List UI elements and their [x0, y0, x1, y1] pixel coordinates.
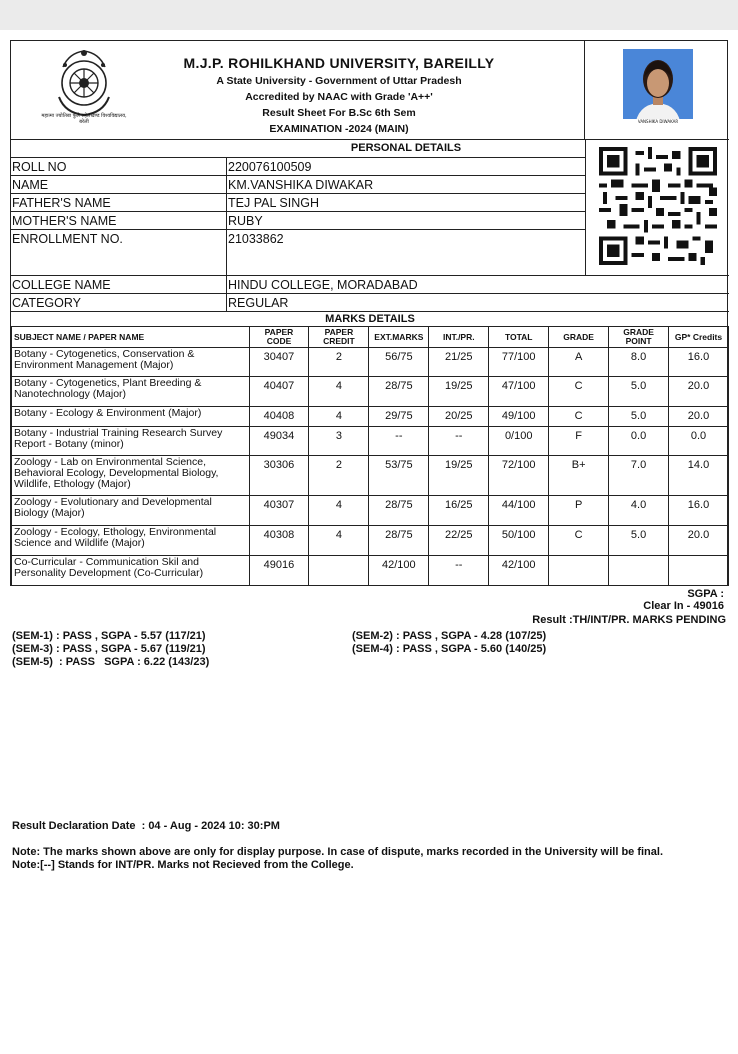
- logo-caption: महात्मा ज्योतिबा फुले रुहेलखण्ड विश्वविद्यालय, बरेली: [41, 113, 127, 125]
- int-pr-note: Note:[--] Stands for INT/PR. Marks not Recieved from the College.: [12, 859, 354, 871]
- field-label: CATEGORY: [12, 296, 81, 310]
- int-marks: 16/25: [429, 496, 489, 526]
- field-college-name: [11, 275, 729, 293]
- grade: F: [549, 427, 609, 456]
- gp-credits: 20.0: [669, 377, 729, 407]
- grade-point: [609, 556, 669, 586]
- column-header: GP* Credits: [669, 327, 729, 348]
- ext-marks: 42/100: [369, 556, 429, 586]
- field-category: [11, 293, 729, 311]
- gp-credits: 16.0: [669, 348, 729, 377]
- ext-marks: 28/75: [369, 377, 429, 407]
- university-subtitle: A State University - Government of Uttar Pradesh: [216, 75, 462, 87]
- paper-credit: 4: [309, 526, 369, 556]
- column-header: PAPER CREDIT: [309, 327, 369, 348]
- marks-details-title: MARKS DETAILS: [325, 313, 415, 325]
- int-marks: 19/25: [429, 456, 489, 496]
- field-fathers-name: [11, 193, 585, 211]
- field-value: KM.VANSHIKA DIWAKAR: [228, 178, 374, 192]
- table-row: [12, 526, 729, 556]
- subject-name: Botany - Ecology & Environment (Major): [12, 407, 250, 427]
- int-marks: 20/25: [429, 407, 489, 427]
- grade: B+: [549, 456, 609, 496]
- column-header: GRADE POINT: [609, 327, 669, 348]
- grade-point: 5.0: [609, 377, 669, 407]
- grade: C: [549, 526, 609, 556]
- grade: P: [549, 496, 609, 526]
- table-row: [12, 348, 729, 377]
- ext-marks: 28/75: [369, 496, 429, 526]
- paper-code: 49016: [249, 556, 309, 586]
- ext-marks: 28/75: [369, 526, 429, 556]
- paper-credit: 3: [309, 427, 369, 456]
- paper-credit: [309, 556, 369, 586]
- result-status: Result :TH/INT/PR. MARKS PENDING: [532, 614, 726, 626]
- qr-code-icon: [599, 147, 717, 265]
- paper-code: 30407: [249, 348, 309, 377]
- grade: C: [549, 407, 609, 427]
- grade: A: [549, 348, 609, 377]
- int-marks: --: [429, 556, 489, 586]
- result-declaration-date: Result Declaration Date : 04 - Aug - 2024 10: 30:PM: [12, 820, 280, 832]
- field-value: 21033862: [228, 232, 284, 246]
- grade: [549, 556, 609, 586]
- divider: [585, 139, 586, 275]
- paper-credit: 2: [309, 348, 369, 377]
- subject-name: Botany - Industrial Training Research Survey Report - Botany (minor): [12, 427, 250, 456]
- field-mothers-name: [11, 211, 585, 229]
- sem4-result: (SEM-4) : PASS , SGPA - 5.60 (140/25): [352, 643, 547, 655]
- personal-details-title: PERSONAL DETAILS: [350, 142, 462, 154]
- subject-name: Botany - Cytogenetics, Conservation & Environment Management (Major): [12, 348, 250, 377]
- header: [11, 41, 585, 139]
- subject-name: Co-Curricular - Communication Skil and Personality Development (Co-Curricular): [12, 556, 250, 586]
- grade-point: 7.0: [609, 456, 669, 496]
- field-value: RUBY: [228, 214, 263, 228]
- gp-credits: [669, 556, 729, 586]
- paper-credit: 4: [309, 407, 369, 427]
- table-row: [12, 427, 729, 456]
- gp-credits: 20.0: [669, 407, 729, 427]
- result-sheet-title: Result Sheet For B.Sc 6th Sem: [262, 107, 416, 119]
- subject-name: Botany - Cytogenetics, Plant Breeding & Nanotechnology (Major): [12, 377, 250, 407]
- field-value: 220076100509: [228, 160, 312, 174]
- photo-caption: VANSHIKA DIWAKAR: [637, 119, 679, 124]
- paper-code: 40408: [249, 407, 309, 427]
- field-label: MOTHER'S NAME: [12, 214, 117, 228]
- field-value: REGULAR: [228, 296, 289, 310]
- divider: [11, 139, 729, 140]
- accreditation: Accredited by NAAC with Grade 'A++': [245, 91, 433, 103]
- divider: [226, 157, 227, 311]
- gp-credits: 0.0: [669, 427, 729, 456]
- sem1-result: (SEM-1) : PASS , SGPA - 5.57 (117/21): [12, 630, 206, 642]
- total-marks: 77/100: [489, 348, 549, 377]
- gp-credits: 14.0: [669, 456, 729, 496]
- paper-code: 49034: [249, 427, 309, 456]
- field-value: TEJ PAL SINGH: [228, 196, 319, 210]
- table-row: [12, 407, 729, 427]
- subject-name: Zoology - Evolutionary and Developmental Biology (Major): [12, 496, 250, 526]
- grade-point: 5.0: [609, 407, 669, 427]
- field-value: HINDU COLLEGE, MORADABAD: [228, 278, 418, 292]
- examination-title: EXAMINATION -2024 (MAIN): [269, 123, 409, 135]
- table-header-row: [12, 327, 729, 348]
- column-header: INT./PR.: [429, 327, 489, 348]
- student-photo: [623, 49, 693, 127]
- field-roll-no: [11, 157, 585, 175]
- paper-code: 30306: [249, 456, 309, 496]
- total-marks: 0/100: [489, 427, 549, 456]
- column-header: EXT.MARKS: [369, 327, 429, 348]
- int-marks: 19/25: [429, 377, 489, 407]
- gp-credits: 16.0: [669, 496, 729, 526]
- field-enrollment-no: [11, 229, 585, 275]
- table-row: [12, 377, 729, 407]
- table-row: [12, 496, 729, 526]
- paper-credit: 4: [309, 377, 369, 407]
- subject-name: Zoology - Ecology, Ethology, Environmental Science and Wildlife (Major): [12, 526, 250, 556]
- university-name: M.J.P. ROHILKHAND UNIVERSITY, BAREILLY: [183, 55, 495, 71]
- total-marks: 42/100: [489, 556, 549, 586]
- sem5-result: (SEM-5) : PASS SGPA : 6.22 (143/23): [12, 656, 210, 668]
- field-label: NAME: [12, 178, 49, 192]
- sem3-result: (SEM-3) : PASS , SGPA - 5.67 (119/21): [12, 643, 206, 655]
- paper-credit: 2: [309, 456, 369, 496]
- grade-point: 8.0: [609, 348, 669, 377]
- int-marks: --: [429, 427, 489, 456]
- result-frame: [10, 40, 728, 586]
- sgpa-label: SGPA :: [687, 588, 724, 600]
- column-header: PAPER CODE: [249, 327, 309, 348]
- ext-marks: 56/75: [369, 348, 429, 377]
- gp-credits: 20.0: [669, 526, 729, 556]
- total-marks: 50/100: [489, 526, 549, 556]
- paper-code: 40307: [249, 496, 309, 526]
- marks-table: [11, 326, 729, 586]
- field-label: ROLL NO: [12, 160, 67, 174]
- column-header: GRADE: [549, 327, 609, 348]
- divider: [11, 311, 729, 312]
- table-row: [12, 456, 729, 496]
- photo-cell: [585, 41, 729, 139]
- display-note: Note: The marks shown above are only for display purpose. In case of dispute, marks recorded in the University will be final.: [12, 846, 664, 858]
- paper-code: 40407: [249, 377, 309, 407]
- table-row: [12, 556, 729, 586]
- field-label: FATHER'S NAME: [12, 196, 111, 210]
- grade-point: 0.0: [609, 427, 669, 456]
- field-label: ENROLLMENT NO.: [12, 232, 123, 246]
- ext-marks: 29/75: [369, 407, 429, 427]
- grade-point: 4.0: [609, 496, 669, 526]
- column-header: TOTAL: [489, 327, 549, 348]
- total-marks: 47/100: [489, 377, 549, 407]
- subject-name: Zoology - Lab on Environmental Science, Behavioral Ecology, Developmental Biology, Wildlife, Ethology (Major): [12, 456, 250, 496]
- grade-point: 5.0: [609, 526, 669, 556]
- total-marks: 44/100: [489, 496, 549, 526]
- field-name: [11, 175, 585, 193]
- paper-credit: 4: [309, 496, 369, 526]
- sem2-result: (SEM-2) : PASS , SGPA - 4.28 (107/25): [352, 630, 547, 642]
- int-marks: 21/25: [429, 348, 489, 377]
- int-marks: 22/25: [429, 526, 489, 556]
- clear-in: Clear In - 49016: [643, 600, 724, 612]
- ext-marks: 53/75: [369, 456, 429, 496]
- paper-code: 40308: [249, 526, 309, 556]
- column-header: SUBJECT NAME / PAPER NAME: [12, 327, 250, 348]
- result-sheet: [0, 30, 738, 1054]
- total-marks: 72/100: [489, 456, 549, 496]
- total-marks: 49/100: [489, 407, 549, 427]
- ext-marks: --: [369, 427, 429, 456]
- field-label: COLLEGE NAME: [12, 278, 111, 292]
- grade: C: [549, 377, 609, 407]
